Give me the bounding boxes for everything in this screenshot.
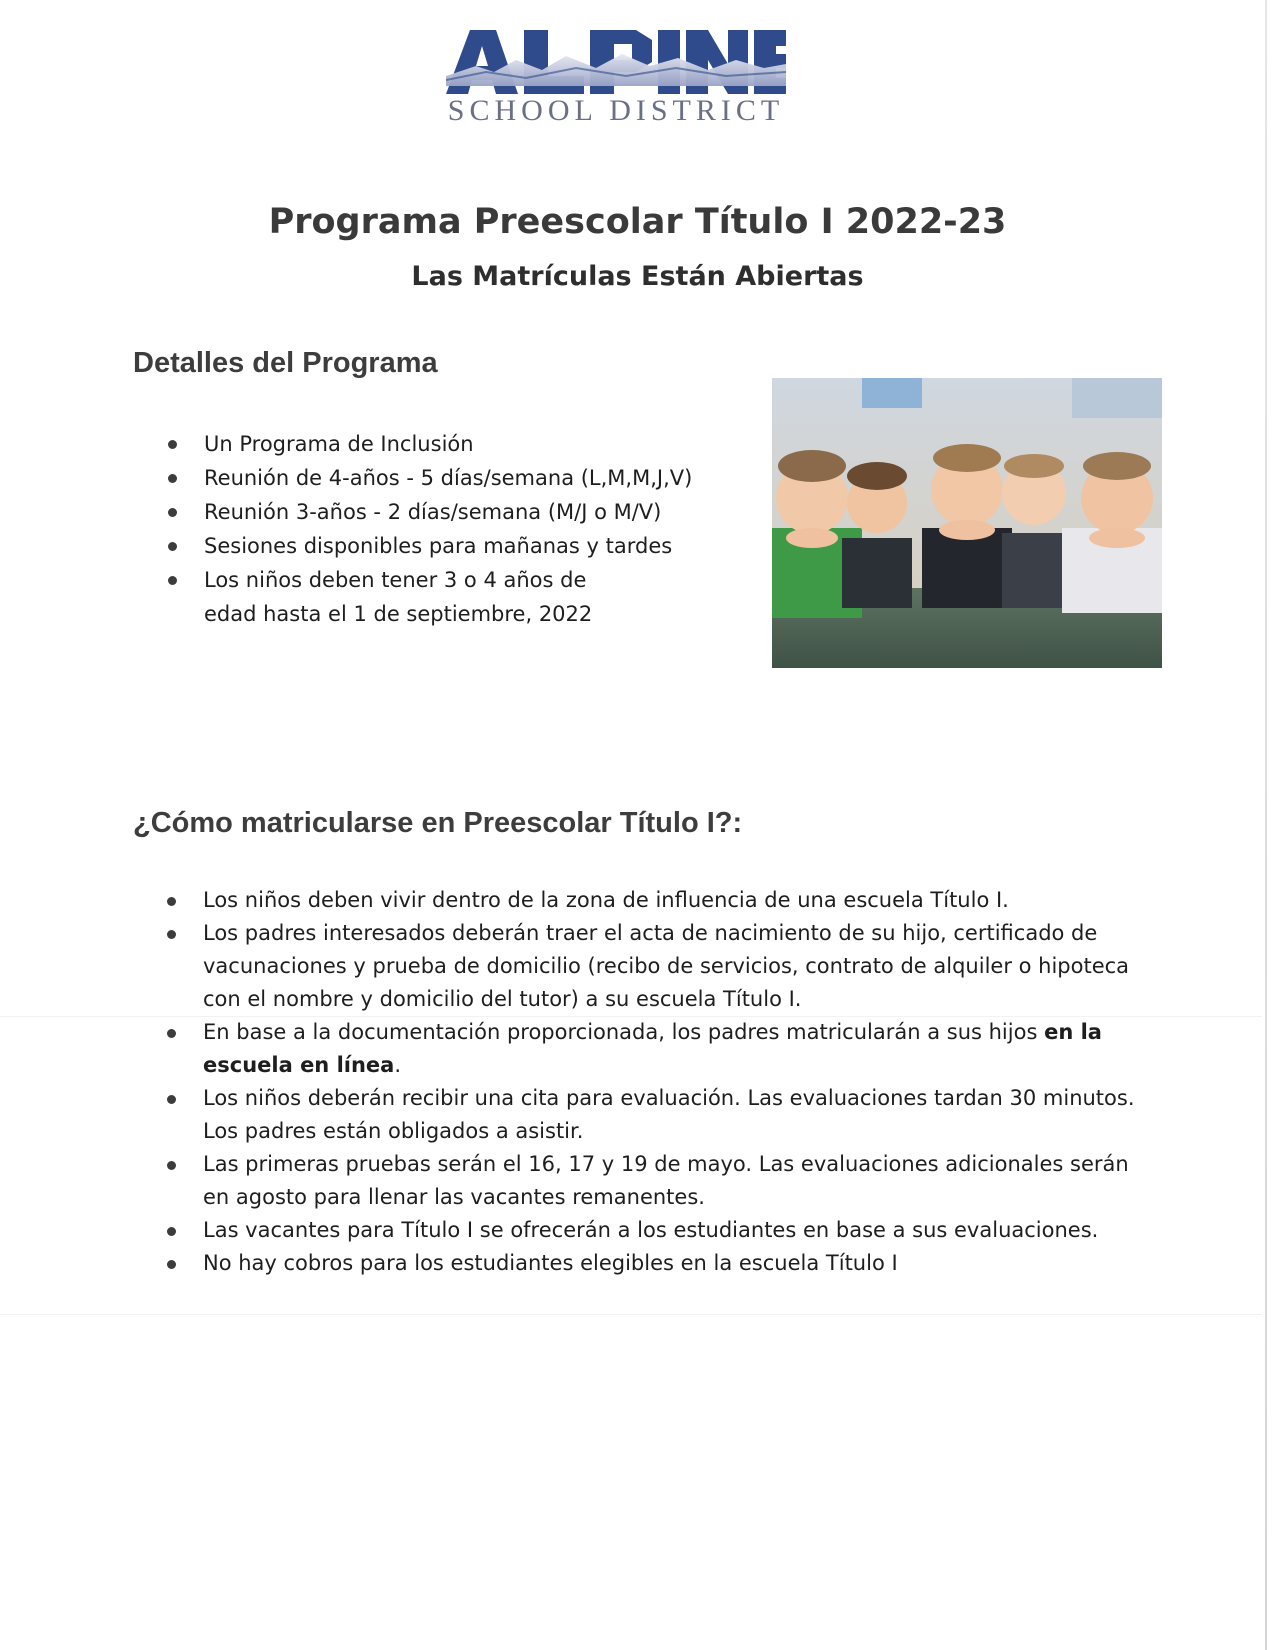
list-item-text-end: .	[394, 1053, 402, 1077]
section-heading-enrollment: ¿Cómo matricularse en Preescolar Título I?:	[133, 807, 743, 839]
district-logo	[446, 28, 786, 127]
list-item	[167, 1148, 1147, 1214]
list-item-text: Los niños deben tener 3 o 4 años de edad hasta el 1 de septiembre, 2022	[204, 568, 593, 626]
page-subtitle: Las Matrículas Están Abiertas	[411, 261, 864, 292]
bullet-icon	[168, 474, 177, 483]
list-item	[168, 563, 624, 631]
list-item	[167, 1214, 1147, 1247]
program-details-list	[168, 427, 768, 631]
list-item	[167, 1016, 1147, 1082]
scan-line	[0, 1314, 1262, 1315]
list-item-text: No hay cobros para los estudiantes elegibles en la escuela Título I	[203, 1251, 898, 1275]
bullet-icon	[167, 1227, 176, 1236]
list-item	[168, 495, 768, 529]
children-photo	[772, 378, 1162, 668]
list-item	[168, 529, 768, 563]
bullet-icon	[168, 508, 177, 517]
bullet-icon	[168, 576, 177, 585]
bullet-icon	[167, 930, 176, 939]
list-item	[168, 461, 768, 495]
bullet-icon	[168, 542, 177, 551]
page-title: Programa Preescolar Título I 2022-23	[268, 202, 1007, 242]
page-edge	[1265, 0, 1267, 1650]
list-item-text: Los niños deberán recibir una cita para evaluación. Las evaluaciones tardan 30 minutos. Los padres están obligados a asistir.	[203, 1086, 1135, 1143]
list-item-text: Las primeras pruebas serán el 16, 17 y 19 de mayo. Las evaluaciones adicionales serán en agosto para llenar las vacantes remanentes.	[203, 1152, 1129, 1209]
list-item-text: Los niños deben vivir dentro de la zona de influencia de una escuela Título I.	[203, 888, 1009, 912]
bullet-icon	[168, 440, 177, 449]
list-item-text: Reunión 3-años - 2 días/semana (M/J o M/V)	[204, 500, 662, 524]
list-item	[167, 884, 1147, 917]
logo-subtitle: SCHOOL DISTRICT	[447, 94, 785, 127]
bullet-icon	[167, 1095, 176, 1104]
bullet-icon	[167, 1161, 176, 1170]
list-item-text: En base a la documentación proporcionada, los padres matricularán a sus hijos	[203, 1020, 1045, 1044]
bullet-icon	[167, 1260, 176, 1269]
children-photo-icon	[772, 378, 1162, 668]
bullet-icon	[167, 897, 176, 906]
list-item	[167, 1247, 1147, 1280]
list-item	[167, 917, 1147, 1016]
list-item-text: Un Programa de Inclusión	[204, 432, 474, 456]
list-item-text: Reunión de 4-años - 5 días/semana (L,M,M,J,V)	[204, 466, 693, 490]
list-item-text: Sesiones disponibles para mañanas y tardes	[204, 534, 673, 558]
list-item	[168, 427, 768, 461]
section-heading-details: Detalles del Programa	[133, 347, 438, 379]
list-item	[167, 1082, 1147, 1148]
list-item-text: Los padres interesados deberán traer el acta de nacimiento de su hijo, certificado de vacunaciones y prueba de domicilio (recibo de servicios, contrato de alquiler o hipoteca con el nombre y domicilio del tutor) a su escuela Título I.	[203, 921, 1130, 1011]
bullet-icon	[167, 1029, 176, 1038]
alpine-logo-mark	[446, 28, 786, 96]
list-item-text: Las vacantes para Título I se ofrecerán a los estudiantes en base a sus evaluaciones.	[203, 1218, 1099, 1242]
enrollment-list	[167, 884, 1147, 1280]
list-item-emphasis: en la escuela en línea	[203, 1020, 1102, 1077]
